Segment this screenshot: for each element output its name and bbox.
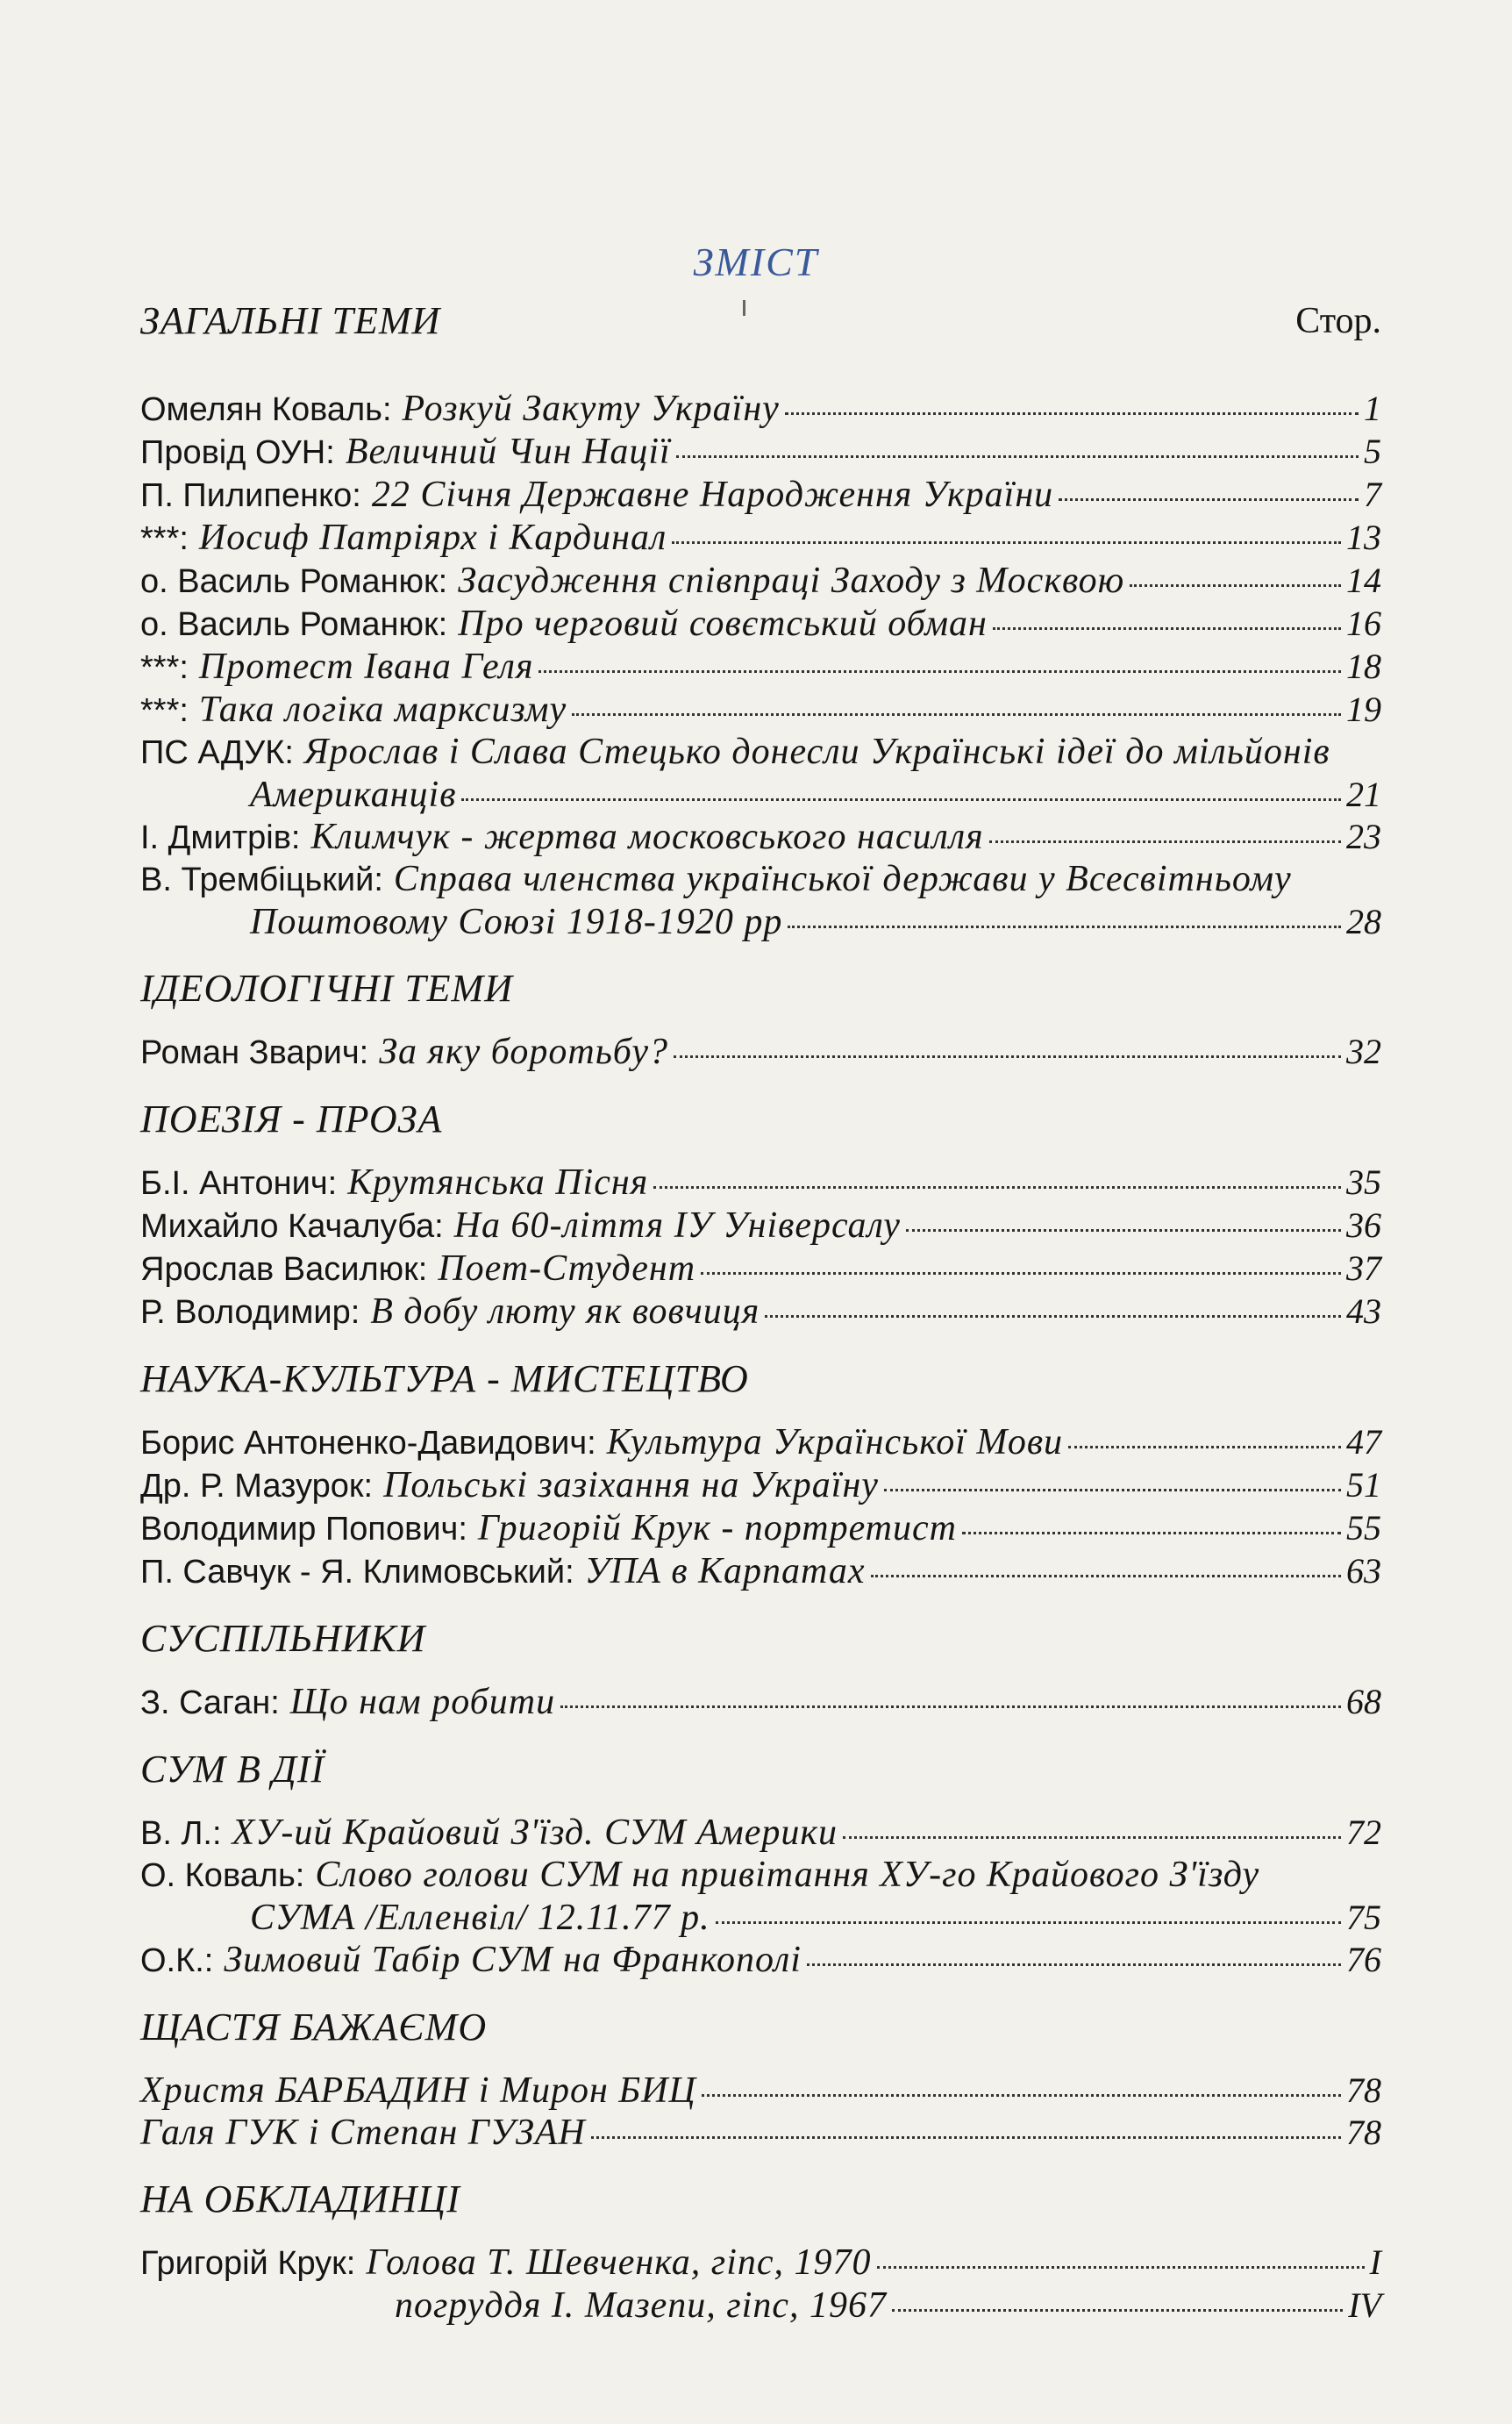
entry-page: 18 <box>1346 647 1381 686</box>
entry-author: Володимир Попович: <box>140 1511 467 1548</box>
section-heading <box>140 966 1381 1012</box>
toc-entry <box>140 2112 1381 2154</box>
dot-leader <box>461 798 1341 801</box>
table-of-contents <box>140 298 1381 2327</box>
toc-entry <box>140 1162 1381 1205</box>
entry-title-continued: СУМА /Елленвіл/ 12.11.77 р. <box>250 1898 710 1938</box>
entry-author: о. Василь Романюк: <box>140 563 448 600</box>
page-title: ЗМІСТ <box>693 240 819 284</box>
entry-page: 55 <box>1346 1508 1381 1548</box>
section-title: ЗАГАЛЬНІ ТЕМИ <box>140 299 441 342</box>
toc-entry <box>140 560 1381 603</box>
entry-title: 22 Січня Державне Народження України <box>371 475 1054 515</box>
toc-entry <box>140 431 1381 474</box>
toc-entry-continuation <box>140 1897 1381 1939</box>
entry-page: 16 <box>1346 604 1381 643</box>
entry-author: В. Л.: <box>140 1815 222 1852</box>
entry-title: Розкуй Закуту Україну <box>402 389 780 429</box>
toc-entry <box>140 689 1381 732</box>
entry-author: П. Пилипенко: <box>140 477 361 514</box>
dot-leader <box>538 670 1341 673</box>
entry-title: Польські зазіхання на Україну <box>383 1465 879 1505</box>
section-heading <box>140 1097 1381 1142</box>
toc-entry <box>140 816 1381 859</box>
entry-author: Михайло Качалуба: <box>140 1208 444 1245</box>
entry-page: 47 <box>1346 1422 1381 1462</box>
entry-author: ***: <box>140 649 189 686</box>
toc-entry <box>140 1812 1381 1855</box>
dot-leader <box>884 1489 1341 1491</box>
entry-title: Ярослав і Слава Стецько донесли Українські ідеї до мільйонів <box>303 732 1330 772</box>
toc-entry <box>140 2242 1381 2285</box>
section-heading <box>140 298 1381 344</box>
toc-entry <box>140 1681 1381 1724</box>
dot-leader <box>560 1705 1341 1708</box>
entry-page: 5 <box>1364 432 1381 471</box>
entry-title: Голова Т. Шевченка, гіпс, 1970 <box>366 2242 872 2283</box>
dot-leader <box>701 1272 1341 1275</box>
section-heading <box>140 1616 1381 1662</box>
entry-page: 36 <box>1346 1205 1381 1245</box>
entry-title-continued: Поштовому Союзі 1918-1920 рр <box>250 902 783 942</box>
entry-author: Провід ОУН: <box>140 434 335 471</box>
entry-page: 63 <box>1346 1551 1381 1591</box>
entry-author: Григорій Крук: <box>140 2245 356 2282</box>
entry-page: 13 <box>1346 518 1381 557</box>
entry-title: Климчук - жертва московського насилля <box>310 817 984 857</box>
dot-leader <box>1130 584 1341 587</box>
entry-page: 78 <box>1346 2113 1381 2152</box>
dot-leader <box>702 2094 1341 2097</box>
dot-leader <box>892 2309 1343 2312</box>
entry-page: I <box>1369 2242 1381 2282</box>
dot-leader <box>1068 1446 1341 1448</box>
entry-page: 51 <box>1346 1465 1381 1505</box>
dot-leader <box>765 1315 1341 1318</box>
entry-author: ПС АДУК: <box>140 734 294 771</box>
dot-leader <box>871 1575 1341 1577</box>
section-heading <box>140 1747 1381 1792</box>
toc-entry <box>140 859 1381 901</box>
dot-leader <box>993 627 1341 630</box>
toc-entry <box>140 1550 1381 1593</box>
entry-author: О.К.: <box>140 1942 214 1979</box>
toc-entry <box>140 732 1381 774</box>
entry-page: 78 <box>1346 2070 1381 2110</box>
dot-leader <box>807 1963 1341 1966</box>
dot-leader <box>674 1055 1341 1058</box>
section-title: СУСПІЛЬНИКИ <box>140 1617 426 1660</box>
toc-entry <box>140 646 1381 689</box>
entry-title: погруддя І. Мазепи, гіпс, 1967 <box>395 2285 887 2326</box>
entry-author: З. Саган: <box>140 1684 280 1721</box>
entry-page: IV <box>1348 2285 1381 2325</box>
entry-author: Борис Антоненко-Давидович: <box>140 1425 596 1462</box>
entry-title: Засудження співпраці Заходу з Москвою <box>458 561 1125 601</box>
toc-entry <box>140 1507 1381 1550</box>
entry-page: 32 <box>1346 1032 1381 1071</box>
entry-title: Зимовий Табір СУМ на Франкополі <box>224 1940 802 1980</box>
entry-page: 28 <box>1346 902 1381 941</box>
entry-author: О. Коваль: <box>140 1857 305 1894</box>
toc-entry <box>140 1248 1381 1291</box>
entry-title: Що нам робити <box>289 1682 556 1722</box>
section-heading <box>140 1356 1381 1402</box>
entry-title: На 60-ліття ІУ Універсалу <box>453 1205 901 1246</box>
entry-author: В. Трембіцький: <box>140 862 383 898</box>
dot-leader <box>788 926 1341 928</box>
toc-entry <box>140 1855 1381 1897</box>
entry-title: Культура Української Мови <box>606 1422 1064 1462</box>
entry-title: В добу люту як вовчиця <box>370 1291 760 1332</box>
toc-entry <box>140 603 1381 646</box>
section-title: СУМ В ДІЇ <box>140 1748 325 1791</box>
toc-entry <box>140 388 1381 431</box>
toc-entry <box>140 517 1381 560</box>
dot-leader <box>591 2136 1341 2139</box>
section-heading <box>140 2005 1381 2050</box>
entry-title: Величний Чин Нації <box>345 432 671 472</box>
entry-title: УПА в Карпатах <box>584 1551 866 1591</box>
entry-title: Слово голови СУМ на привітання ХУ-го Крайового З'їзду <box>315 1855 1260 1895</box>
entry-page: 75 <box>1346 1898 1381 1937</box>
entry-page: 1 <box>1364 389 1381 428</box>
entry-title: Про черговий совєтський обман <box>458 604 988 644</box>
section-title: ЩАСТЯ БАЖАЄМО <box>140 2006 488 2049</box>
page-column-label: Стор. <box>1295 301 1381 341</box>
entry-page: 76 <box>1346 1940 1381 1979</box>
entry-author: Ярослав Василюк: <box>140 1251 428 1288</box>
toc-entry <box>140 1939 1381 1982</box>
toc-entry <box>140 474 1381 517</box>
entry-author: П. Савчук - Я. Климовський: <box>140 1554 574 1591</box>
dot-leader <box>672 541 1341 544</box>
entry-title: Протест Івана Геля <box>198 647 534 687</box>
dot-leader <box>676 455 1359 458</box>
entry-page: 14 <box>1346 561 1381 600</box>
entry-page: 19 <box>1346 690 1381 729</box>
toc-entry <box>140 1291 1381 1334</box>
entry-title: За яку боротьбу? <box>379 1032 669 1072</box>
entry-title: ХУ-ий Крайовий З'їзд. СУМ Америки <box>232 1813 838 1853</box>
toc-entry <box>140 2285 1381 2327</box>
dot-leader <box>716 1921 1341 1924</box>
section-title: ІДЕОЛОГІЧНІ ТЕМИ <box>140 967 513 1010</box>
entry-page: 43 <box>1346 1291 1381 1331</box>
entry-author: Б.І. Антонич: <box>140 1165 338 1202</box>
dot-leader <box>877 2266 1365 2269</box>
toc-entry-continuation <box>140 901 1381 943</box>
entry-title-continued: Американців <box>250 775 457 815</box>
entry-page: 21 <box>1346 775 1381 814</box>
entry-page: 7 <box>1364 475 1381 514</box>
dot-leader <box>653 1186 1341 1189</box>
toc-entry <box>140 1464 1381 1507</box>
entry-author: о. Василь Романюк: <box>140 606 448 643</box>
dot-leader <box>843 1836 1341 1839</box>
toc-entry <box>140 2070 1381 2112</box>
entry-title: Галя ГУК і Степан ГУЗАН <box>140 2113 586 2153</box>
entry-author: Роман Зварич: <box>140 1034 369 1071</box>
entry-title: Справа членства української держави у Всесвітньому <box>393 859 1292 899</box>
toc-entry <box>140 1421 1381 1464</box>
entry-page: 37 <box>1346 1248 1381 1288</box>
entry-author: Омелян Коваль: <box>140 391 392 428</box>
entry-title: Така логіка марксизму <box>198 690 567 730</box>
dot-leader <box>962 1532 1341 1534</box>
entry-page: 68 <box>1346 1682 1381 1721</box>
section-heading <box>140 2177 1381 2222</box>
dot-leader <box>906 1229 1341 1232</box>
entry-author: Др. Р. Мазурок: <box>140 1468 374 1505</box>
toc-entry <box>140 1205 1381 1248</box>
dot-leader <box>785 412 1359 415</box>
section-title: НА ОБКЛАДИНЦІ <box>140 2177 460 2220</box>
entry-title: Крутянська Пісня <box>347 1162 649 1203</box>
entry-page: 35 <box>1346 1162 1381 1202</box>
entry-page: 72 <box>1346 1813 1381 1852</box>
entry-author: Р. Володимир: <box>140 1294 360 1331</box>
entry-author: ***: <box>140 692 189 729</box>
section-title: ПОЕЗІЯ - ПРОЗА <box>140 1098 443 1140</box>
toc-entry-continuation <box>140 774 1381 816</box>
dot-leader <box>572 713 1341 716</box>
entry-title: Христя БАРБАДИН і Мирон БИЦ <box>140 2070 696 2111</box>
entry-page: 23 <box>1346 817 1381 856</box>
entry-title: Григорій Крук - портретист <box>477 1508 957 1548</box>
entry-title: Поет-Студент <box>438 1248 696 1289</box>
section-title: НАУКА-КУЛЬТУРА - МИСТЕЦТВО <box>140 1357 749 1400</box>
toc-entry <box>140 1031 1381 1074</box>
entry-author: ***: <box>140 520 189 557</box>
dot-leader <box>1059 498 1359 501</box>
entry-author: І. Дмитрів: <box>140 819 301 856</box>
entry-title: Иосиф Патріярх і Кардинал <box>198 518 667 558</box>
dot-leader <box>989 840 1341 843</box>
